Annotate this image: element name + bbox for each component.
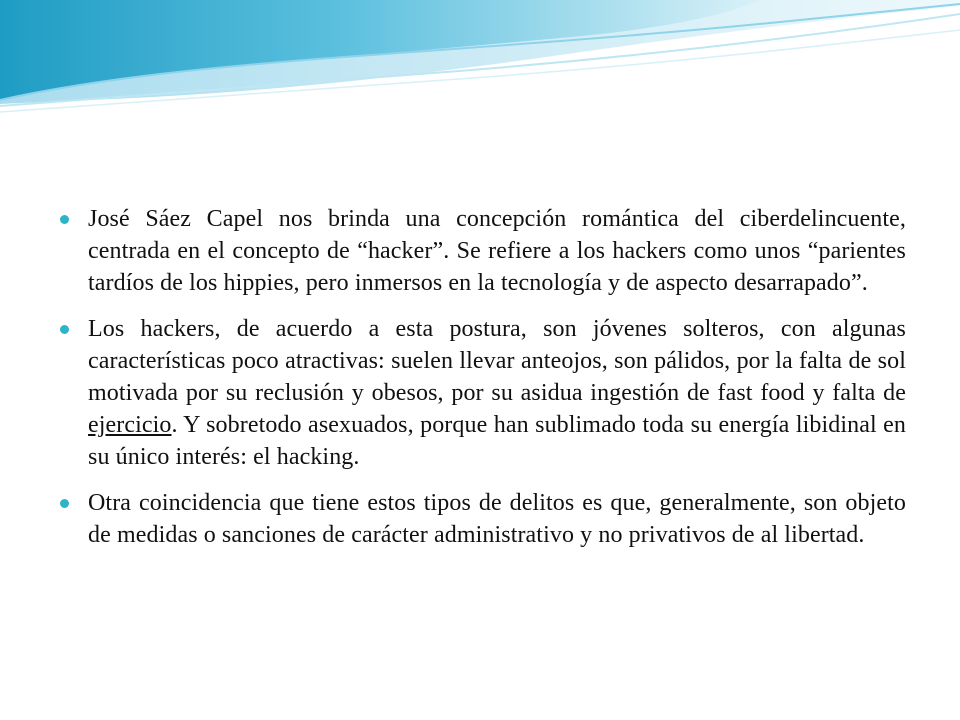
bullet-text-part: Los hackers, de acuerdo a esta postura, son jóvenes solteros, con algunas características poco atractivas: suelen llevar anteojos, son pálidos, por la falta de sol motivada por su reclusión y obesos, por su asidua ingestión de fast food y falta de <box>88 316 906 406</box>
bullet-dot-icon <box>60 215 69 224</box>
bullet-item <box>58 487 906 551</box>
header-wave-decoration <box>0 0 960 130</box>
bullet-dot-icon <box>60 499 69 508</box>
bullet-dot-icon <box>60 325 69 334</box>
bullet-item <box>58 203 906 299</box>
bullet-text: José Sáez Capel nos brinda una concepción romántica del ciberdelincuente, centrada en el concepto de “hacker”. Se refiere a los hackers como unos “parientes tardíos de los hippies, pero inmersos en la tecnología y de aspecto desarrapado”. <box>88 206 906 296</box>
ejercicio-link[interactable]: ejercicio <box>88 412 172 438</box>
bullet-text: Otra coincidencia que tiene estos tipos de delitos es que, generalmente, son objeto de medidas o sanciones de carácter administrativo y no privativos de al libertad. <box>88 490 906 548</box>
bullet-list <box>58 203 906 565</box>
bullet-text-part: . Y sobretodo asexuados, porque han sublimado toda su energía libidinal en su único interés: el hacking. <box>88 412 906 470</box>
bullet-item <box>58 313 906 473</box>
bullet-text <box>88 313 906 473</box>
